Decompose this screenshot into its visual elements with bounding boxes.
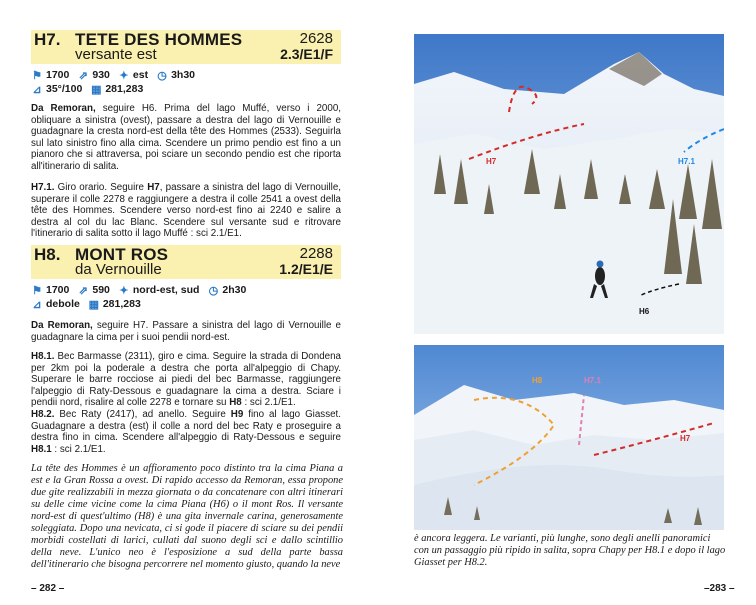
photo-tete-des-hommes [414, 34, 724, 334]
clock-icon: ◷ [157, 69, 167, 82]
h8-variants: H8.1. Bec Barmasse (2311), giro e cima. Seguire la strada di Dondena per 2km poi la poderale a destra che porta all'alpeggio di Chapy. Superare le barre rocciose ai piedi del bec Barmasse, raggiungere l'alpeggio di Raty-Dessous e guadagnare la cima a destra. Sciare i pendii nord, risalire al colle 2278 e tornare su H8 : sci 2.1/E1. H8.2. Bec Raty (2417), ad anello. Seguire H9 fino al lago Giasset. Guadagnare a destra (est) il colle a nord del bec Raty e proseguire a destra fino in cima. Scendere all'alpeggio di Raty-Dessous e seguire H8.1 : sci 2.1/E1. [31, 351, 342, 455]
route-subtitle: versante est [75, 46, 157, 63]
map-icon: ▦ [88, 298, 100, 311]
route-altitude: 2628 [299, 30, 333, 47]
intro-text: La tête des Hommes è un affioramento poco distinto tra la cima Piana a est e la Gran Rossa a ovest. Di rapido accesso da Remoran, essa propone due gite realizzabili in mezza giornata o da concatenare con altri itinerari su delle cime vicine come la cima Piana (H6) o il mont Ros. Il versante nord-est di quest'ultimo (H8) è una gita invernale carina, generosamente soleggiata. Dopo una nevicata, ci si gode il piacere di sciare su dei pendii morbidi costellati di larici, cullati dal suono degli sci e dallo scintillio della neve. L'unico neo è l'esposizione a sud della parte bassa dell'itinerario che bisogna percorrere nel momento giusto, quando la neve [31, 463, 343, 570]
clock-icon: ◷ [208, 284, 219, 297]
compass-star-icon: ✦ [119, 69, 129, 82]
route-grade: 1.2/E1/E [279, 261, 333, 277]
slope-icon: ⊿ [32, 83, 42, 96]
route-header-h7 [31, 30, 341, 64]
flag-icon: ⚑ [32, 284, 42, 297]
h8-description: Da Remoran, seguire H7. Passare a sinistra del lago di Vernouille e guadagnare la cima per i suoi pendii nord-est. [31, 320, 341, 343]
route-name: TETE DES HOMMES [75, 30, 243, 49]
photo-label-h8: H8 [532, 376, 543, 385]
right-page [378, 0, 756, 605]
photo-label-h7: H7 [486, 157, 497, 166]
photo-caption: è ancora leggera. Le varianti, più lunghe, sono degli anelli panoramici con un passaggio più ripido in salita, sopra Chapy per H8.1 e dopo il lago Giasset per H8.2. [414, 533, 726, 568]
route-header-h8 [31, 245, 341, 279]
route-stats-h7: ⚑ 1700 ⇗ 930 ✦ est ◷ 3h30 ⊿ 35°/100 ▦ 281,283 [32, 69, 196, 96]
flag-icon: ⚑ [32, 69, 42, 82]
route-code: H7. [34, 30, 61, 49]
map-icon: ▦ [91, 83, 102, 96]
photo-label-h7: H7 [680, 434, 691, 443]
h7-description: Da Remoran, seguire H6. Prima del lago Muffé, verso i 2000, obliquare a sinistra (ovest), passare a destra del lago di Vernouille e guadagnare la cresta nord-est della tête des Hommes (2533). Seguirla sul lato sinistro fino alla cima. Scendere un primo pendio est fino a un pianoro che si attraversa, poi sciare un secondo pendio est che riporta all'itinerario di salita. [31, 103, 341, 172]
photo-label-h71: H7.1 [678, 157, 695, 166]
route-code: H8. [34, 245, 61, 264]
photo-label-h71: H7.1 [584, 376, 601, 385]
photo-mont-ros [414, 345, 724, 530]
page-number: – 282 – [31, 583, 65, 594]
route-subtitle: da Vernouille [75, 261, 162, 278]
route-grade: 2.3/E1/F [280, 46, 333, 62]
page-number: –283 – [704, 583, 735, 594]
route-name: MONT ROS [75, 245, 169, 264]
ascent-arrow-icon: ⇗ [78, 284, 88, 297]
route-altitude: 2288 [299, 245, 333, 262]
ascent-arrow-icon: ⇗ [78, 69, 88, 82]
photo-label-h6: H6 [639, 307, 650, 316]
compass-star-icon: ✦ [119, 284, 129, 297]
h7-variant: H7.1. Giro orario. Seguire H7, passare a sinistra del lago di Vernouille, superare il colle 2278 e raggiungere a destra il colle 2541 a ovest della tête des Hommes. Scendere verso nord-est fino ai 2240 e salire a destra al col du lac Blanc. Scendere sul versante sud e ritrovare l'itinerario di salita sotto il lago Muffé : sci 2.1/E1. [31, 182, 341, 240]
slope-icon: ⊿ [32, 298, 42, 311]
route-stats-h8: ⚑ 1700 ⇗ 590 ✦ nord-est, sud ◷ 2h30 ⊿ debole ▦ 281,283 [32, 284, 247, 311]
